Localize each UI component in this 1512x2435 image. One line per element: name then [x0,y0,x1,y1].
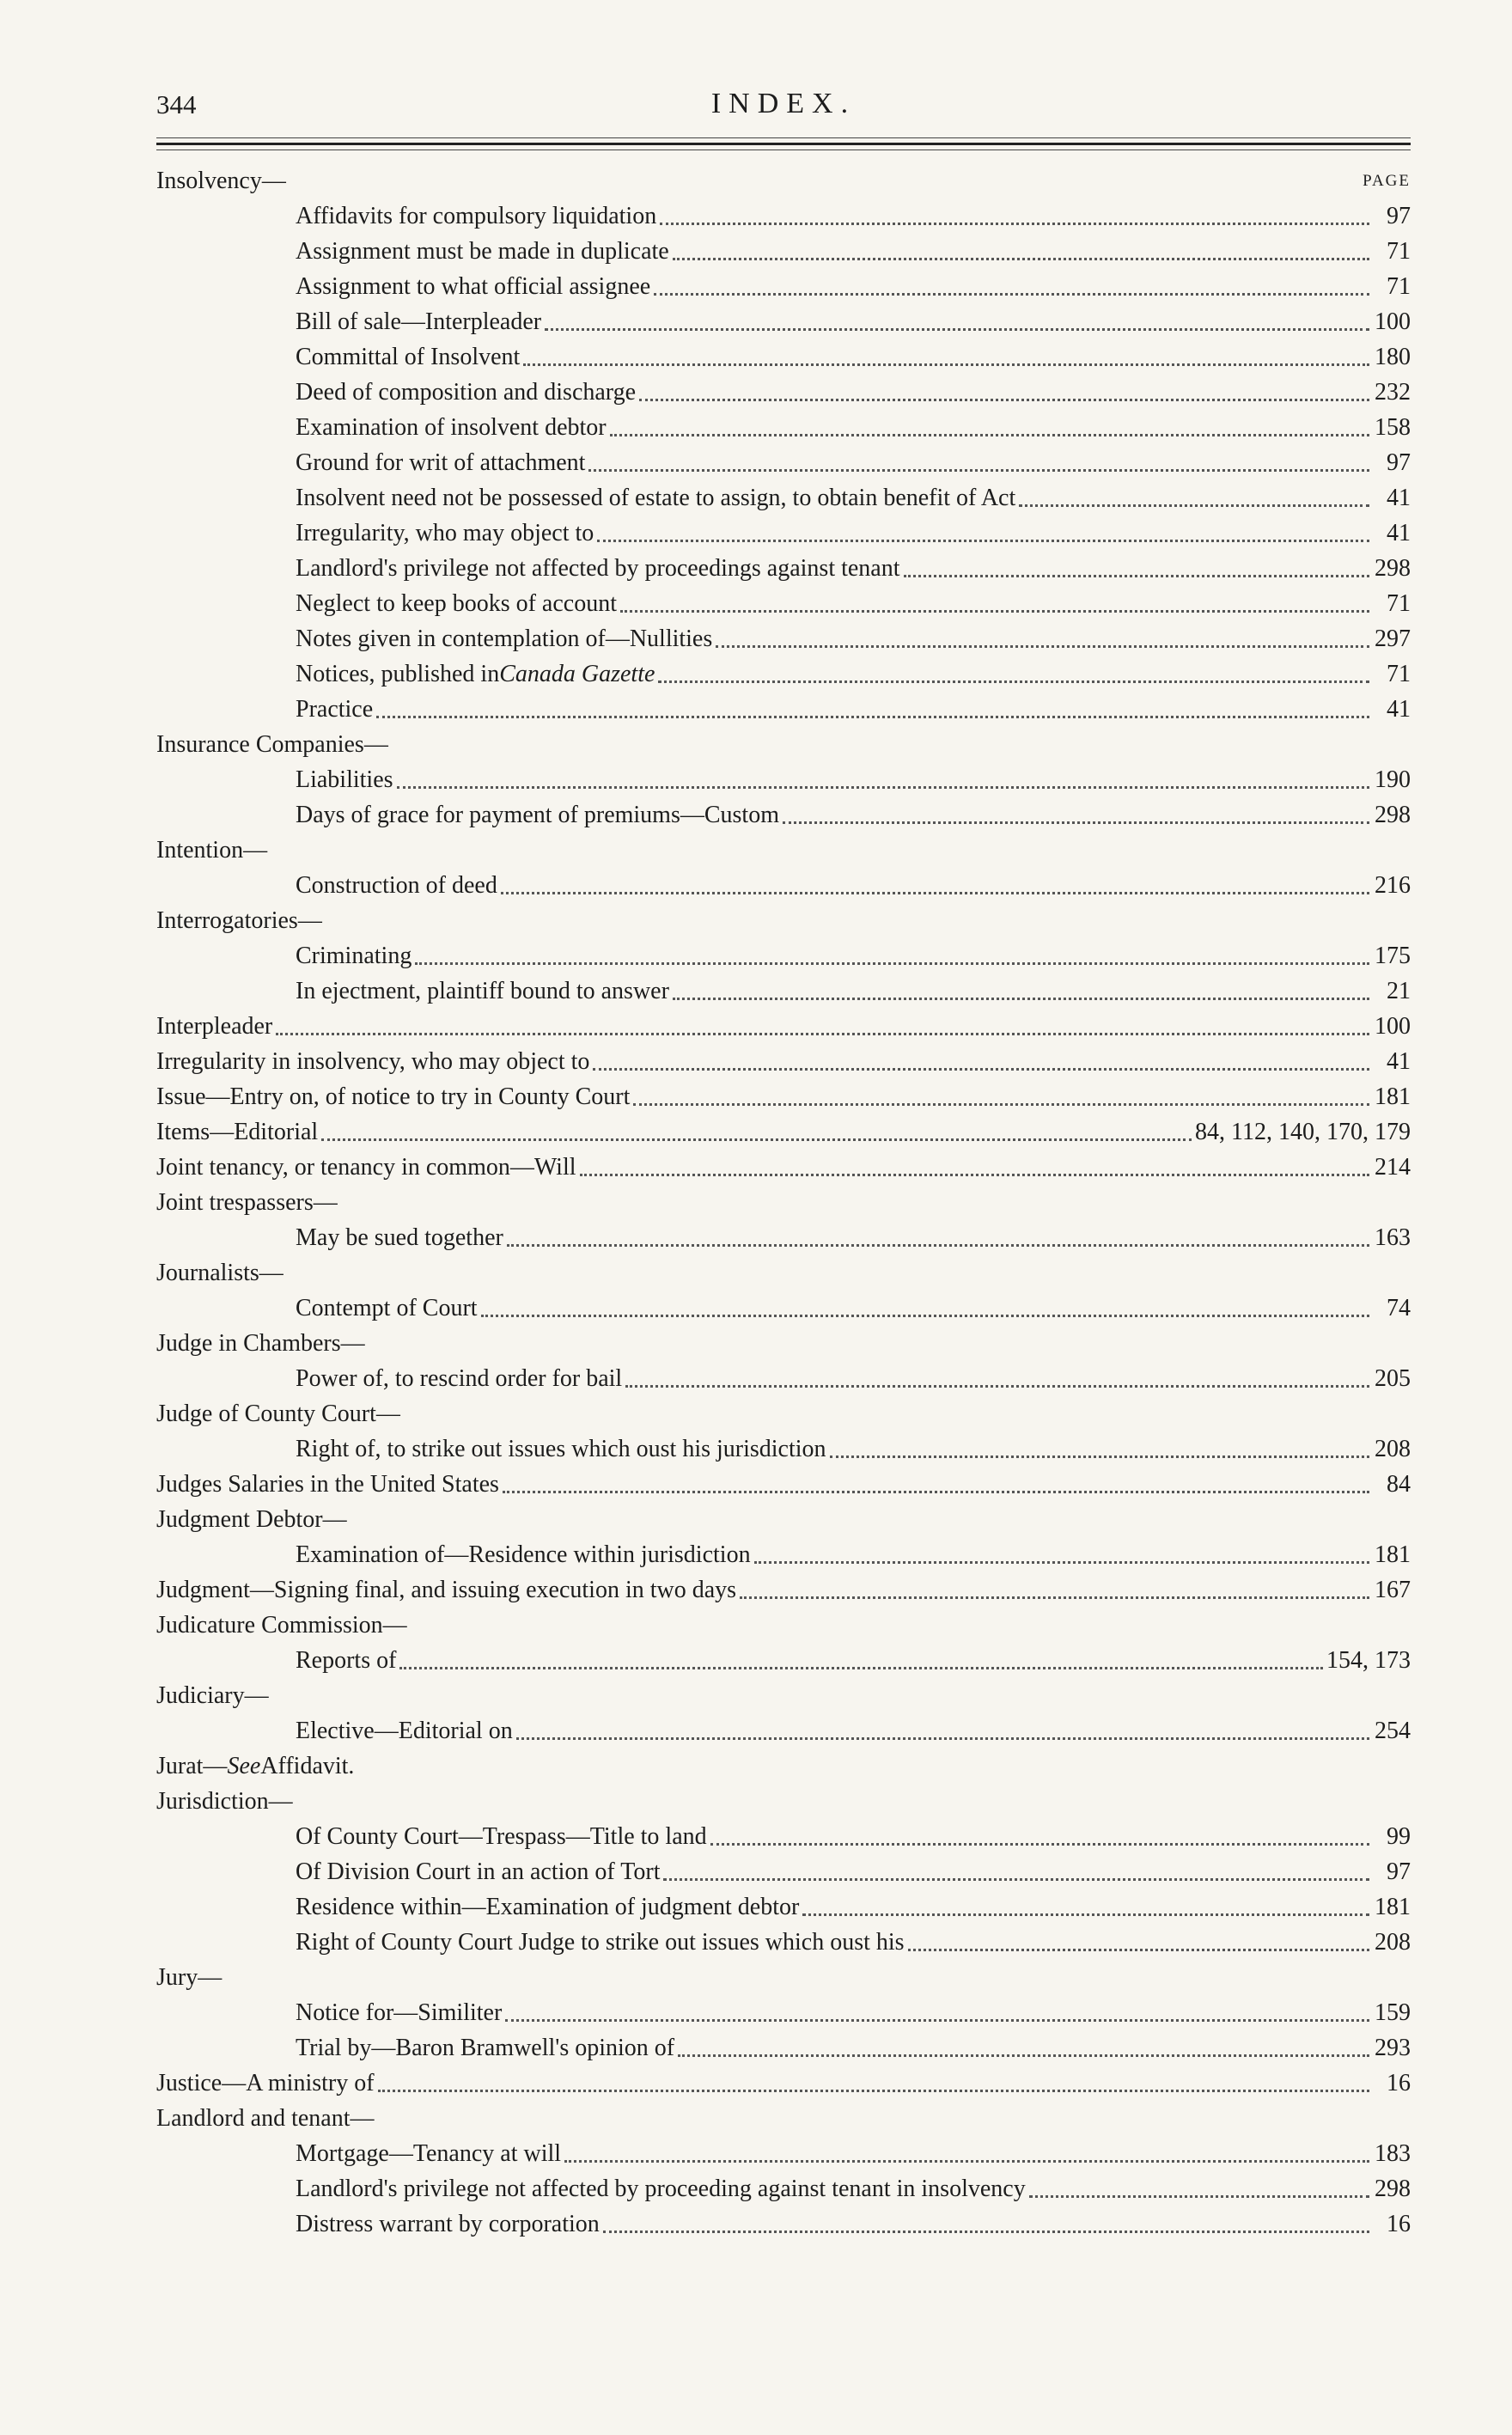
page-reference: 298 [1375,555,1411,582]
entry-text: Neglect to keep books of account [296,590,617,617]
page-reference: 159 [1375,1999,1411,2026]
entry-text: Contempt of Court [296,1295,478,1321]
index-subentry [156,1431,1411,1467]
dot-leader [654,293,1369,296]
entry-text: Items—Editorial [156,1119,319,1145]
index-subentry [156,1925,1411,1960]
index-subentry [156,2030,1411,2066]
dot-leader [639,399,1369,401]
entry-text: Judge in Chambers— [156,1330,365,1357]
running-title: INDEX. [710,88,857,119]
dot-leader [507,1244,1369,1247]
entry-text: Trial by—Baron Bramwell's opinion of [296,2035,675,2061]
index-subentry [156,1889,1411,1925]
page-reference: 181 [1375,1083,1411,1110]
dot-leader [802,1913,1369,1916]
page-reference: 208 [1375,1436,1411,1462]
index-subentry [156,2206,1411,2242]
dot-leader [276,1033,1369,1035]
entry-text: Jurisdiction— [156,1788,293,1815]
dot-leader [503,1491,1369,1493]
page-reference: 71 [1387,661,1411,687]
entry-text: Justice—A ministry of [156,2070,375,2096]
page-reference: 163 [1375,1224,1411,1251]
dot-leader [660,223,1369,225]
index-subentry [156,2171,1411,2206]
entry-text: Bill of sale—Interpleader [296,308,542,335]
entry-text: Judges Salaries in the United States [156,1471,499,1498]
dot-leader [505,2019,1369,2022]
index-heading [156,1114,1411,1150]
page-reference: 298 [1375,802,1411,828]
index-subentry [156,1995,1411,2030]
page-reference: 97 [1387,203,1411,229]
entry-text: Landlord's privilege not affected by proceeding against tenant in insolvency [296,2176,1026,2202]
dot-leader [904,575,1369,577]
page-reference: 41 [1387,520,1411,546]
page-reference: 180 [1375,344,1411,370]
index-heading [156,2101,1411,2136]
index-subentry [156,938,1411,973]
dot-leader [399,1667,1323,1669]
index-subentry [156,551,1411,586]
page-header [156,86,1411,129]
dot-leader [397,786,1369,789]
page-reference: 181 [1375,1894,1411,1920]
index-subentry [156,410,1411,445]
page-reference: 181 [1375,1541,1411,1568]
index-heading [156,1185,1411,1220]
entry-text: Intention— [156,837,268,864]
index-subentry [156,480,1411,516]
page-reference: 154, 173 [1326,1647,1411,1674]
index-subentry [156,234,1411,269]
entry-text: Power of, to rescind order for bail [296,1365,623,1392]
dot-leader [673,258,1369,260]
entry-text: Joint trespassers— [156,1189,338,1216]
entry-text: Insolvent need not be possessed of estate to assign, to obtain benefit of Act [296,485,1016,511]
index-subentry [156,973,1411,1009]
dot-leader [783,821,1369,824]
dot-leader [678,2054,1369,2057]
entry-see-target: Affidavit. [260,1753,355,1779]
index-heading [156,1572,1411,1608]
index-subentry [156,304,1411,339]
page-reference: 16 [1387,2070,1411,2096]
dot-leader [415,962,1369,965]
dot-leader [1019,504,1369,507]
page-reference: 71 [1387,273,1411,300]
index-heading [156,1467,1411,1502]
entry-text: Days of grace for payment of premiums—Custom [296,802,779,828]
entry-text: Insurance Companies— [156,731,388,758]
index-heading [156,1044,1411,1079]
dot-leader [603,2231,1369,2233]
index-subentry [156,1819,1411,1854]
page-reference: 183 [1375,2140,1411,2167]
dot-leader [754,1561,1369,1564]
page-reference: 100 [1375,308,1411,335]
index-subentry [156,692,1411,727]
dot-leader [588,469,1369,472]
index-subentry [156,1643,1411,1678]
page-reference: 21 [1387,978,1411,1004]
entry-italic-text: Canada Gazette [499,661,655,687]
entry-text: Irregularity in insolvency, who may object to [156,1048,590,1075]
page-reference: 158 [1375,414,1411,441]
entry-text: Mortgage—Tenancy at will [296,2140,562,2167]
entry-text: May be sued together [296,1224,503,1251]
page-reference: 214 [1375,1154,1411,1181]
index-subentry [156,339,1411,375]
index-heading [156,2066,1411,2101]
index-heading [156,1326,1411,1361]
entry-text: Criminating [296,943,412,969]
entry-text: Affidavits for compulsory liquidation [296,203,657,229]
page-reference: 71 [1387,590,1411,617]
index-heading [156,833,1411,868]
page-reference: 216 [1375,872,1411,899]
index-heading [156,1079,1411,1114]
page-reference: 190 [1375,766,1411,793]
dot-leader [501,892,1369,894]
index-subentry [156,445,1411,480]
index-subentry [156,868,1411,903]
page-reference: 298 [1375,2176,1411,2202]
page-reference: 84, 112, 140, 170, 179 [1195,1119,1411,1145]
dot-leader [1029,2195,1369,2198]
index-subentry [156,797,1411,833]
entry-text: Examination of—Residence within jurisdiction [296,1541,751,1568]
dot-leader [481,1315,1369,1317]
entry-text: Joint tenancy, or tenancy in common—Will [156,1154,576,1181]
entry-text: Assignment must be made in duplicate [296,238,669,265]
index-subentry [156,375,1411,410]
index-heading [156,1150,1411,1185]
page-reference: 167 [1375,1577,1411,1603]
entry-text: Notices, published in [296,661,500,687]
index-subentry [156,1361,1411,1396]
page-reference: 254 [1375,1718,1411,1744]
index-subentry [156,516,1411,551]
entry-text: Journalists— [156,1260,284,1286]
entry-text: Right of, to strike out issues which oust his jurisdiction [296,1436,826,1462]
index-subentry [156,586,1411,621]
dot-leader [673,998,1369,1000]
index-heading [156,1608,1411,1643]
dot-leader [580,1174,1370,1176]
dot-leader [610,434,1369,436]
entry-text: Judiciary— [156,1682,269,1709]
index-subentry [156,1854,1411,1889]
dot-leader [523,363,1369,366]
index-heading [156,1396,1411,1431]
page-reference: 175 [1375,943,1411,969]
entry-text: Interrogatories— [156,907,322,934]
page-reference: 205 [1375,1365,1411,1392]
entry-text: Assignment to what official assignee [296,273,651,300]
entry-text: Examination of insolvent debtor [296,414,607,441]
entry-text: Jurat— [156,1753,228,1779]
index-heading [156,1255,1411,1291]
entry-text: Judge of County Court— [156,1401,400,1427]
dot-leader [830,1456,1369,1458]
dot-leader [620,610,1369,613]
entry-text: Committal of Insolvent [296,344,521,370]
dot-leader [625,1385,1369,1388]
dot-leader [516,1737,1369,1740]
entry-text: Jury— [156,1964,223,1991]
index-heading [156,1009,1411,1044]
dot-leader [597,540,1369,542]
entry-text: Deed of composition and discharge [296,379,637,406]
entry-text: Insolvency— [156,168,286,194]
index-heading [156,1784,1411,1819]
entry-text: Judgment—Signing final, and issuing execution in two days [156,1577,737,1603]
header-rule-top [156,137,1411,138]
index-subentry [156,656,1411,692]
dot-leader [908,1949,1369,1951]
page-reference: 297 [1375,626,1411,652]
index-heading [156,1678,1411,1713]
page-number: 344 [156,89,197,119]
page-reference: 100 [1375,1013,1411,1040]
dot-leader [564,2160,1369,2163]
dot-leader [378,2090,1369,2092]
index-subentry [156,1220,1411,1255]
entry-text: Issue—Entry on, of notice to try in County Court [156,1083,631,1110]
index-list [156,163,1411,2242]
entry-text: Construction of deed [296,872,497,899]
page-reference: 208 [1375,1929,1411,1956]
entry-text: Of County Court—Trespass—Title to land [296,1823,707,1850]
dot-leader [710,1843,1369,1846]
index-subentry [156,762,1411,797]
dot-leader [740,1596,1369,1599]
dot-leader [658,680,1369,683]
page-reference: 97 [1387,449,1411,476]
dot-leader [633,1103,1369,1106]
index-subentry [156,1537,1411,1572]
index-heading [156,903,1411,938]
page-reference: 41 [1387,1048,1411,1075]
dot-leader [663,1878,1369,1881]
entry-text: Irregularity, who may object to [296,520,594,546]
entry-text: Interpleader [156,1013,273,1040]
page-reference: 41 [1387,696,1411,723]
dot-leader [593,1068,1369,1071]
index-subentry [156,2136,1411,2171]
page-reference: 232 [1375,379,1411,406]
index-subentry [156,1291,1411,1326]
entry-text: Judicature Commission— [156,1612,407,1639]
entry-text: Ground for writ of attachment [296,449,586,476]
page-reference: 74 [1387,1295,1411,1321]
index-subentry [156,1713,1411,1748]
entry-text: Notice for—Similiter [296,1999,503,2026]
entry-see-text: See [227,1753,261,1779]
entry-text: Residence within—Examination of judgment debtor [296,1894,800,1920]
index-heading [156,1502,1411,1537]
entry-text: Landlord's privilege not affected by proceedings against tenant [296,555,900,582]
page-reference: 16 [1387,2211,1411,2237]
index-subentry [156,198,1411,234]
entry-text: Practice [296,696,374,723]
page-reference: 293 [1375,2035,1411,2061]
entry-text: Judgment Debtor— [156,1506,347,1533]
index-heading [156,163,1411,198]
index-subentry [156,621,1411,656]
page-reference: 99 [1387,1823,1411,1850]
dot-leader [716,645,1369,648]
entry-text: Landlord and tenant— [156,2105,375,2132]
index-heading [156,727,1411,762]
page-reference: 71 [1387,238,1411,265]
index-heading [156,1748,1411,1784]
page-reference: 84 [1387,1471,1411,1498]
dot-leader [545,328,1369,331]
page-reference: 97 [1387,1858,1411,1885]
dot-leader [321,1138,1192,1141]
index-heading [156,1960,1411,1995]
entry-text: Liabilities [296,766,393,793]
entry-text: Reports of [296,1647,397,1674]
entry-text: Elective—Editorial on [296,1718,513,1744]
page-reference: 41 [1387,485,1411,511]
entry-text: Right of County Court Judge to strike out issues which oust his [296,1929,905,1956]
entry-text: Of Division Court in an action of Tort [296,1858,661,1885]
entry-text: Notes given in contemplation of—Nullities [296,626,713,652]
header-rule-middle [156,143,1411,145]
page-column-label: PAGE [1363,172,1411,190]
entry-text: Distress warrant by corporation [296,2211,600,2237]
index-subentry [156,269,1411,304]
entry-text: In ejectment, plaintiff bound to answer [296,978,669,1004]
dot-leader [376,716,1369,718]
